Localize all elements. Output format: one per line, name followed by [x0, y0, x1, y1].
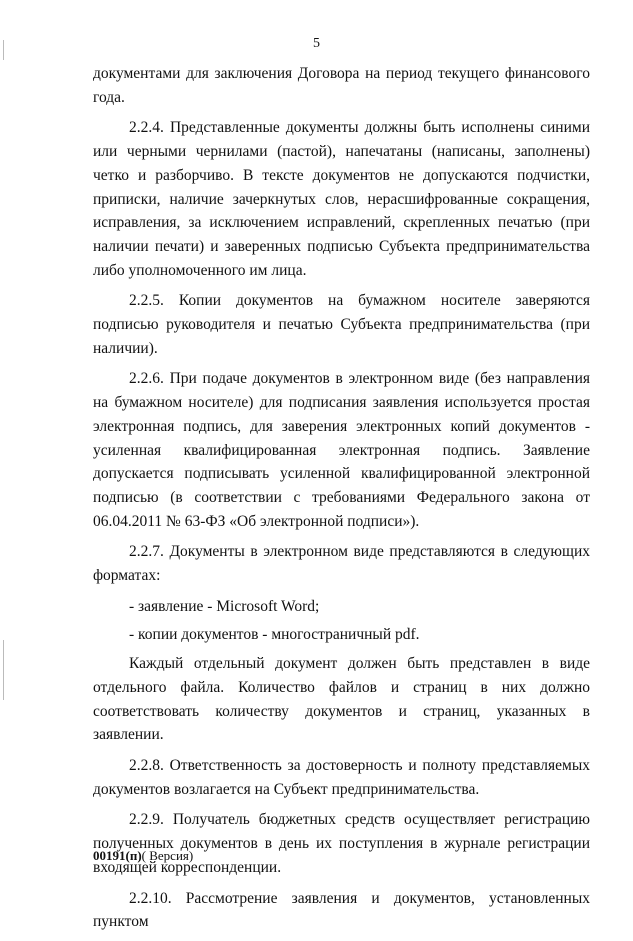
footer-version [93, 848, 193, 864]
paragraph-2-2-6: 2.2.6. При подаче документов в электронном виде (без направления на бумажном носителе) для подписания заявления используется простая электронная подпись, для заверения электронных копий документов - усиленная квалифицированная электронная подпись. Заявление допускается подписывать усиленной квалифицированной электронной подписью (в соответствии с требованиями Федерального закона от 06.04.2011 № 63-ФЗ «Об электронной подписи»). [93, 370, 590, 530]
footer-version-label: ( Версия) [141, 848, 194, 863]
paragraph-2-2-10: 2.2.10. Рассмотрение заявления и документов, установленных пунктом [93, 889, 590, 931]
paragraph-continuation: документами для заключения Договора на период текущего финансового года. [93, 65, 590, 106]
list-item-format-word: - заявление - Microsoft Word; [129, 597, 320, 615]
footer-code: 00191(п) [93, 848, 142, 863]
paragraph-2-2-9: 2.2.9. Получатель бюджетных средств осуществляет регистрацию полученных документов в день их поступления в журнале регистрации входящей корреспонденции. [93, 811, 590, 876]
paragraph-2-2-5: 2.2.5. Копии документов на бумажном носителе заверяются подписью руководителя и печатью Субъекта предпринимательства (при наличии). [93, 292, 590, 357]
paragraph-file-rule: Каждый отдельный документ должен быть представлен в виде отдельного файла. Количество файлов и страниц в них должно соответствовать количеству документов и страниц, указанных в заявлении. [93, 655, 590, 744]
scan-edge-mark [3, 640, 4, 700]
document-body [93, 62, 590, 941]
list-item-format-pdf: - копии документов - многостраничный pdf. [129, 626, 420, 644]
page-number: 5 [313, 36, 320, 51]
paragraph-2-2-7: 2.2.7. Документы в электронном виде представляются в следующих форматах: [93, 543, 590, 585]
paragraph-2-2-8: 2.2.8. Ответственность за достоверность и полноту представляемых документов возлагается на Субъект предпринимательства. [93, 756, 590, 798]
paragraph-2-2-4: 2.2.4. Представленные документы должны быть исполнены синими или черными чернилами (пастой), напечатаны (написаны, заполнены) четко и разборчиво. В тексте документов не допускаются подчистки, приписки, наличие зачеркнутых слов, нерасшифрованные сокращения, исправления, за исключением исправлений, скрепленных печатью (при наличии печати) и заверенных подписью Субъекта предпринимательства либо уполномоченного им лица. [93, 119, 590, 279]
